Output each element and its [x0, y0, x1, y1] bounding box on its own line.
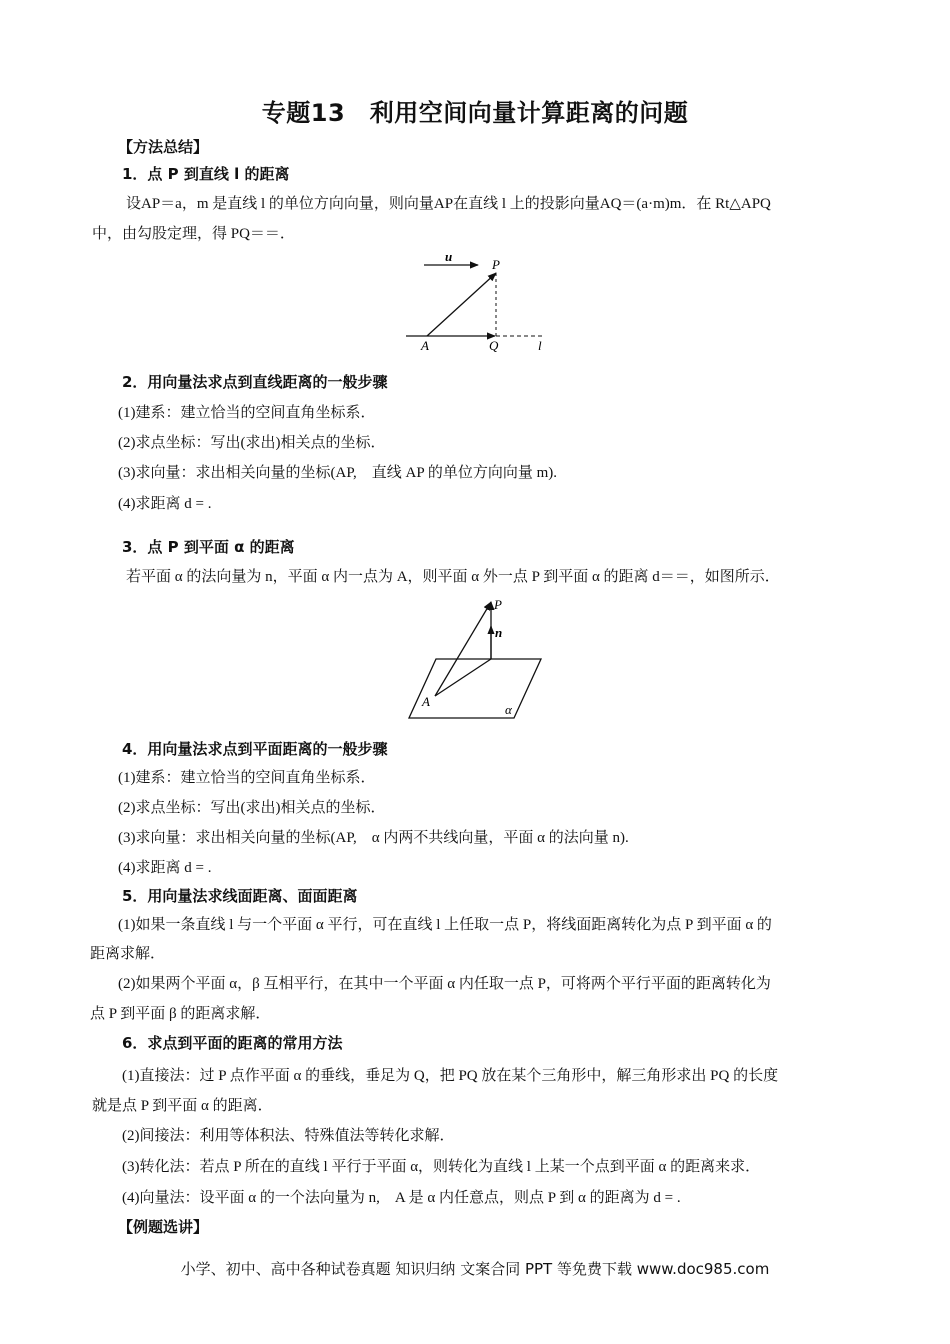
section-4-step1: (1)建系：建立恰当的空间直角坐标系． — [118, 770, 376, 786]
label-alpha: α — [505, 702, 512, 717]
label-Q: Q — [489, 338, 499, 353]
section-6-item2: (2)间接法：利用等体积法、特殊值法等转化求解． — [122, 1128, 455, 1144]
section-3-para: 若平面 α 的法向量为 n，平面 α 内一点为 A，则平面 α 外一点 P 到平面 α 的距离 d＝＝，如图所示． — [126, 569, 780, 585]
method-summary-heading: 【方法总结】 — [118, 138, 209, 156]
section-6-item4: (4)向量法：设平面 α 的一个法向量为 n, A 是 α 内任意点，则点 P 到 α 的距离为 d = . — [122, 1190, 681, 1206]
figure-point-plane-distance — [400, 592, 550, 722]
section-2-heading: 2．用向量法求点到直线距离的一般步骤 — [122, 373, 388, 391]
section-2-step2: (2)求点坐标：写出(求出)相关点的坐标． — [118, 435, 386, 451]
section-4-step4: (4)求距离 d = . — [118, 860, 212, 876]
label-P: P — [492, 257, 500, 272]
vector-AP-arrow — [435, 602, 491, 696]
page-title: 专题13 利用空间向量计算距离的问题 — [261, 99, 689, 127]
plane-alpha — [409, 659, 541, 718]
section-5-item1-line2: 距离求解． — [90, 946, 166, 962]
section-4-step2: (2)求点坐标：写出(求出)相关点的坐标． — [118, 800, 386, 816]
section-1-para-line2: 中，由勾股定理，得 PQ＝＝． — [92, 226, 295, 242]
figure-point-line-distance — [400, 248, 560, 356]
section-6-heading: 6．求点到平面的距离的常用方法 — [122, 1034, 343, 1052]
section-2-step3: (3)求向量：求出相关向量的坐标(AP, 直线 AP 的单位方向向量 m). — [118, 465, 558, 481]
section-1-para-line1: 设AP＝a，m 是直线 l 的单位方向向量，则向量AP在直线 l 上的投影向量AQ＝(a·m)m．在 Rt△APQ — [126, 196, 771, 212]
label-P: P — [494, 597, 502, 612]
footer-banner: 小学、初中、高中各种试卷真题 知识归纳 文案合同 PPT 等免费下载 www.doc985.com — [180, 1260, 770, 1278]
section-6-item1-line1: (1)直接法：过 P 点作平面 α 的垂线，垂足为 Q，把 PQ 放在某个三角形中，解三角形求出 PQ 的长度 — [122, 1068, 779, 1084]
section-5-item1-line1: (1)如果一条直线 l 与一个平面 α 平行，可在直线 l 上任取一点 P，将线面距离转化为点 P 到平面 α 的 — [118, 917, 772, 933]
section-6-item1-line2: 就是点 P 到平面 α 的距离． — [92, 1098, 273, 1114]
section-6-item3: (3)转化法：若点 P 所在的直线 l 平行于平面 α，则转化为直线 l 上某一个点到平面 α 的距离来求． — [122, 1159, 761, 1175]
section-5-item2-line1: (2)如果两个平面 α，β 互相平行，在其中一个平面 α 内任取一点 P，可将两个平行平面的距离转化为 — [118, 976, 771, 992]
section-5-item2-line2: 点 P 到平面 β 的距离求解． — [90, 1006, 271, 1022]
label-A: A — [421, 338, 429, 353]
label-l: l — [538, 338, 542, 353]
label-A: A — [422, 694, 430, 709]
label-n: n — [495, 625, 503, 640]
example-heading: 【例题选讲】 — [118, 1218, 209, 1236]
section-2-step4: (4)求距离 d = . — [118, 496, 212, 512]
section-4-heading: 4．用向量法求点到平面距离的一般步骤 — [122, 740, 388, 758]
section-3-heading: 3．点 P 到平面 α 的距离 — [122, 538, 295, 556]
label-u: u — [445, 249, 453, 264]
section-5-heading: 5．用向量法求线面距离、面面距离 — [122, 887, 358, 905]
vector-AP-arrow — [427, 273, 496, 336]
section-1-heading: 1．点 P 到直线 l 的距离 — [122, 165, 290, 183]
section-2-step1: (1)建系：建立恰当的空间直角坐标系． — [118, 405, 376, 421]
segment-A-foot — [435, 659, 491, 696]
section-4-step3: (3)求向量：求出相关向量的坐标(AP, α 内两不共线向量，平面 α 的法向量 n). — [118, 830, 629, 846]
